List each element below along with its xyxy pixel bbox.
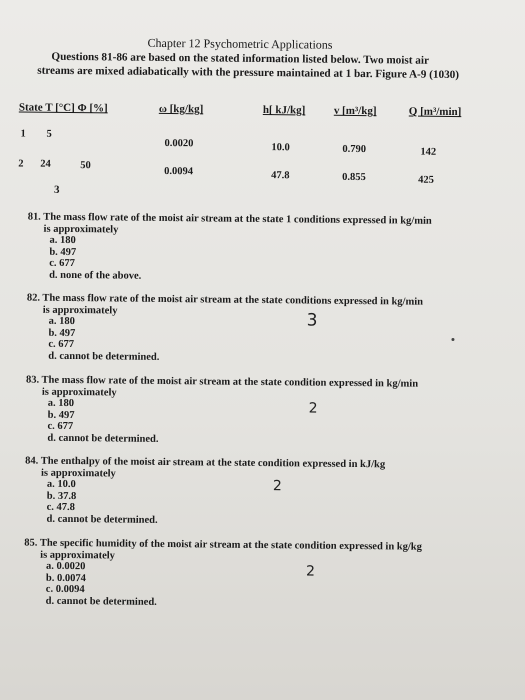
pen-mark xyxy=(451,338,454,341)
option-d: d. cannot be determined. xyxy=(46,513,158,526)
row2-temperature: 24 xyxy=(40,158,51,170)
option-d: d. cannot be determined. xyxy=(45,595,157,608)
option-d: d. cannot be determined. xyxy=(48,350,160,363)
option-c: c. 677 xyxy=(49,258,75,270)
question-stem: 81. The mass flow rate of the moist air stream at the state 1 conditions expressed in kg/min xyxy=(27,211,432,227)
option-a: a. 180 xyxy=(47,397,75,410)
row1-state: 1 xyxy=(20,128,26,140)
question-81 xyxy=(27,212,498,286)
option-b: b. 0.0074 xyxy=(45,572,86,584)
option-a: a. 0.0020 xyxy=(45,560,86,573)
row2-state: 2 xyxy=(18,158,24,170)
intro-paragraph xyxy=(37,50,477,83)
row3-state: 3 xyxy=(53,183,60,196)
row2-flow-rate: 425 xyxy=(418,174,434,186)
row2-omega: 0.0094 xyxy=(164,165,194,178)
row1-flow-rate: 142 xyxy=(420,146,437,158)
option-b: b. 497 xyxy=(49,246,77,258)
handwritten-annotation-82: 3 xyxy=(306,310,318,331)
header-flow-rate: Q [m³/min] xyxy=(408,105,462,119)
option-b: b. 37.8 xyxy=(46,490,77,502)
row1-temperature: 5 xyxy=(46,128,52,140)
question-stem: 84. The enthalpy of the moist air stream at the state condition expressed in kJ/kg xyxy=(25,455,386,471)
option-d: d. none of the above. xyxy=(49,269,142,282)
question-stem: 82. The mass flow rate of the moist air stream at the state conditions expressed in kg/min xyxy=(26,292,424,308)
question-83 xyxy=(25,375,496,449)
question-stem-cont: is approximately xyxy=(43,223,119,236)
question-stem-cont: is approximately xyxy=(40,549,116,562)
row1-omega: 0.0020 xyxy=(164,137,194,150)
handwritten-annotation-83: 2 xyxy=(308,400,318,417)
question-84 xyxy=(24,456,495,530)
question-82 xyxy=(26,293,497,367)
row2-specific-volume: 0.855 xyxy=(342,171,366,184)
row2-enthalpy: 47.8 xyxy=(271,170,290,182)
option-d: d. cannot be determined. xyxy=(47,432,159,445)
page-title: Chapter 12 Psychometric Applications xyxy=(147,35,333,52)
header-enthalpy: h[ kJ/kg] xyxy=(262,104,306,117)
question-stem-cont: is approximately xyxy=(42,304,118,317)
option-c: c. 677 xyxy=(47,421,74,433)
handwritten-annotation-84: 2 xyxy=(272,478,282,495)
option-c: c. 47.8 xyxy=(46,502,76,514)
header-state-temp-humidity: State T [°C] Φ [%] xyxy=(18,101,108,115)
option-b: b. 497 xyxy=(48,327,76,339)
option-a: a. 180 xyxy=(49,234,76,247)
row2-humidity: 50 xyxy=(80,160,91,172)
question-stem: 85. The specific humidity of the moist air stream at the state condition expressed in kg/kg xyxy=(24,537,422,553)
option-c: c. 0.0094 xyxy=(45,584,85,596)
handwritten-annotation-85: 2 xyxy=(305,563,316,580)
header-specific-volume: v [m³/kg] xyxy=(333,104,377,118)
intro-line-1: Questions 81-86 are based on the stated information listed below. Two moist air xyxy=(51,50,430,67)
option-a: a. 10.0 xyxy=(46,478,76,491)
option-a: a. 180 xyxy=(48,315,75,328)
option-b: b. 497 xyxy=(47,409,75,421)
row1-specific-volume: 0.790 xyxy=(342,143,367,156)
question-85 xyxy=(24,538,495,612)
intro-line-2: streams are mixed adiabatically with the pressure maintained at 1 bar. Figure A-9 (1030) xyxy=(37,64,460,82)
option-c: c. 677 xyxy=(48,339,75,351)
header-omega: ω [kg/kg] xyxy=(158,102,204,116)
question-stem: 83. The mass flow rate of the moist air stream at the state condition expressed in kg/min xyxy=(25,374,419,390)
row1-enthalpy: 10.0 xyxy=(271,142,290,154)
question-stem-cont: is approximately xyxy=(40,467,116,480)
question-stem-cont: is approximately xyxy=(41,386,117,399)
